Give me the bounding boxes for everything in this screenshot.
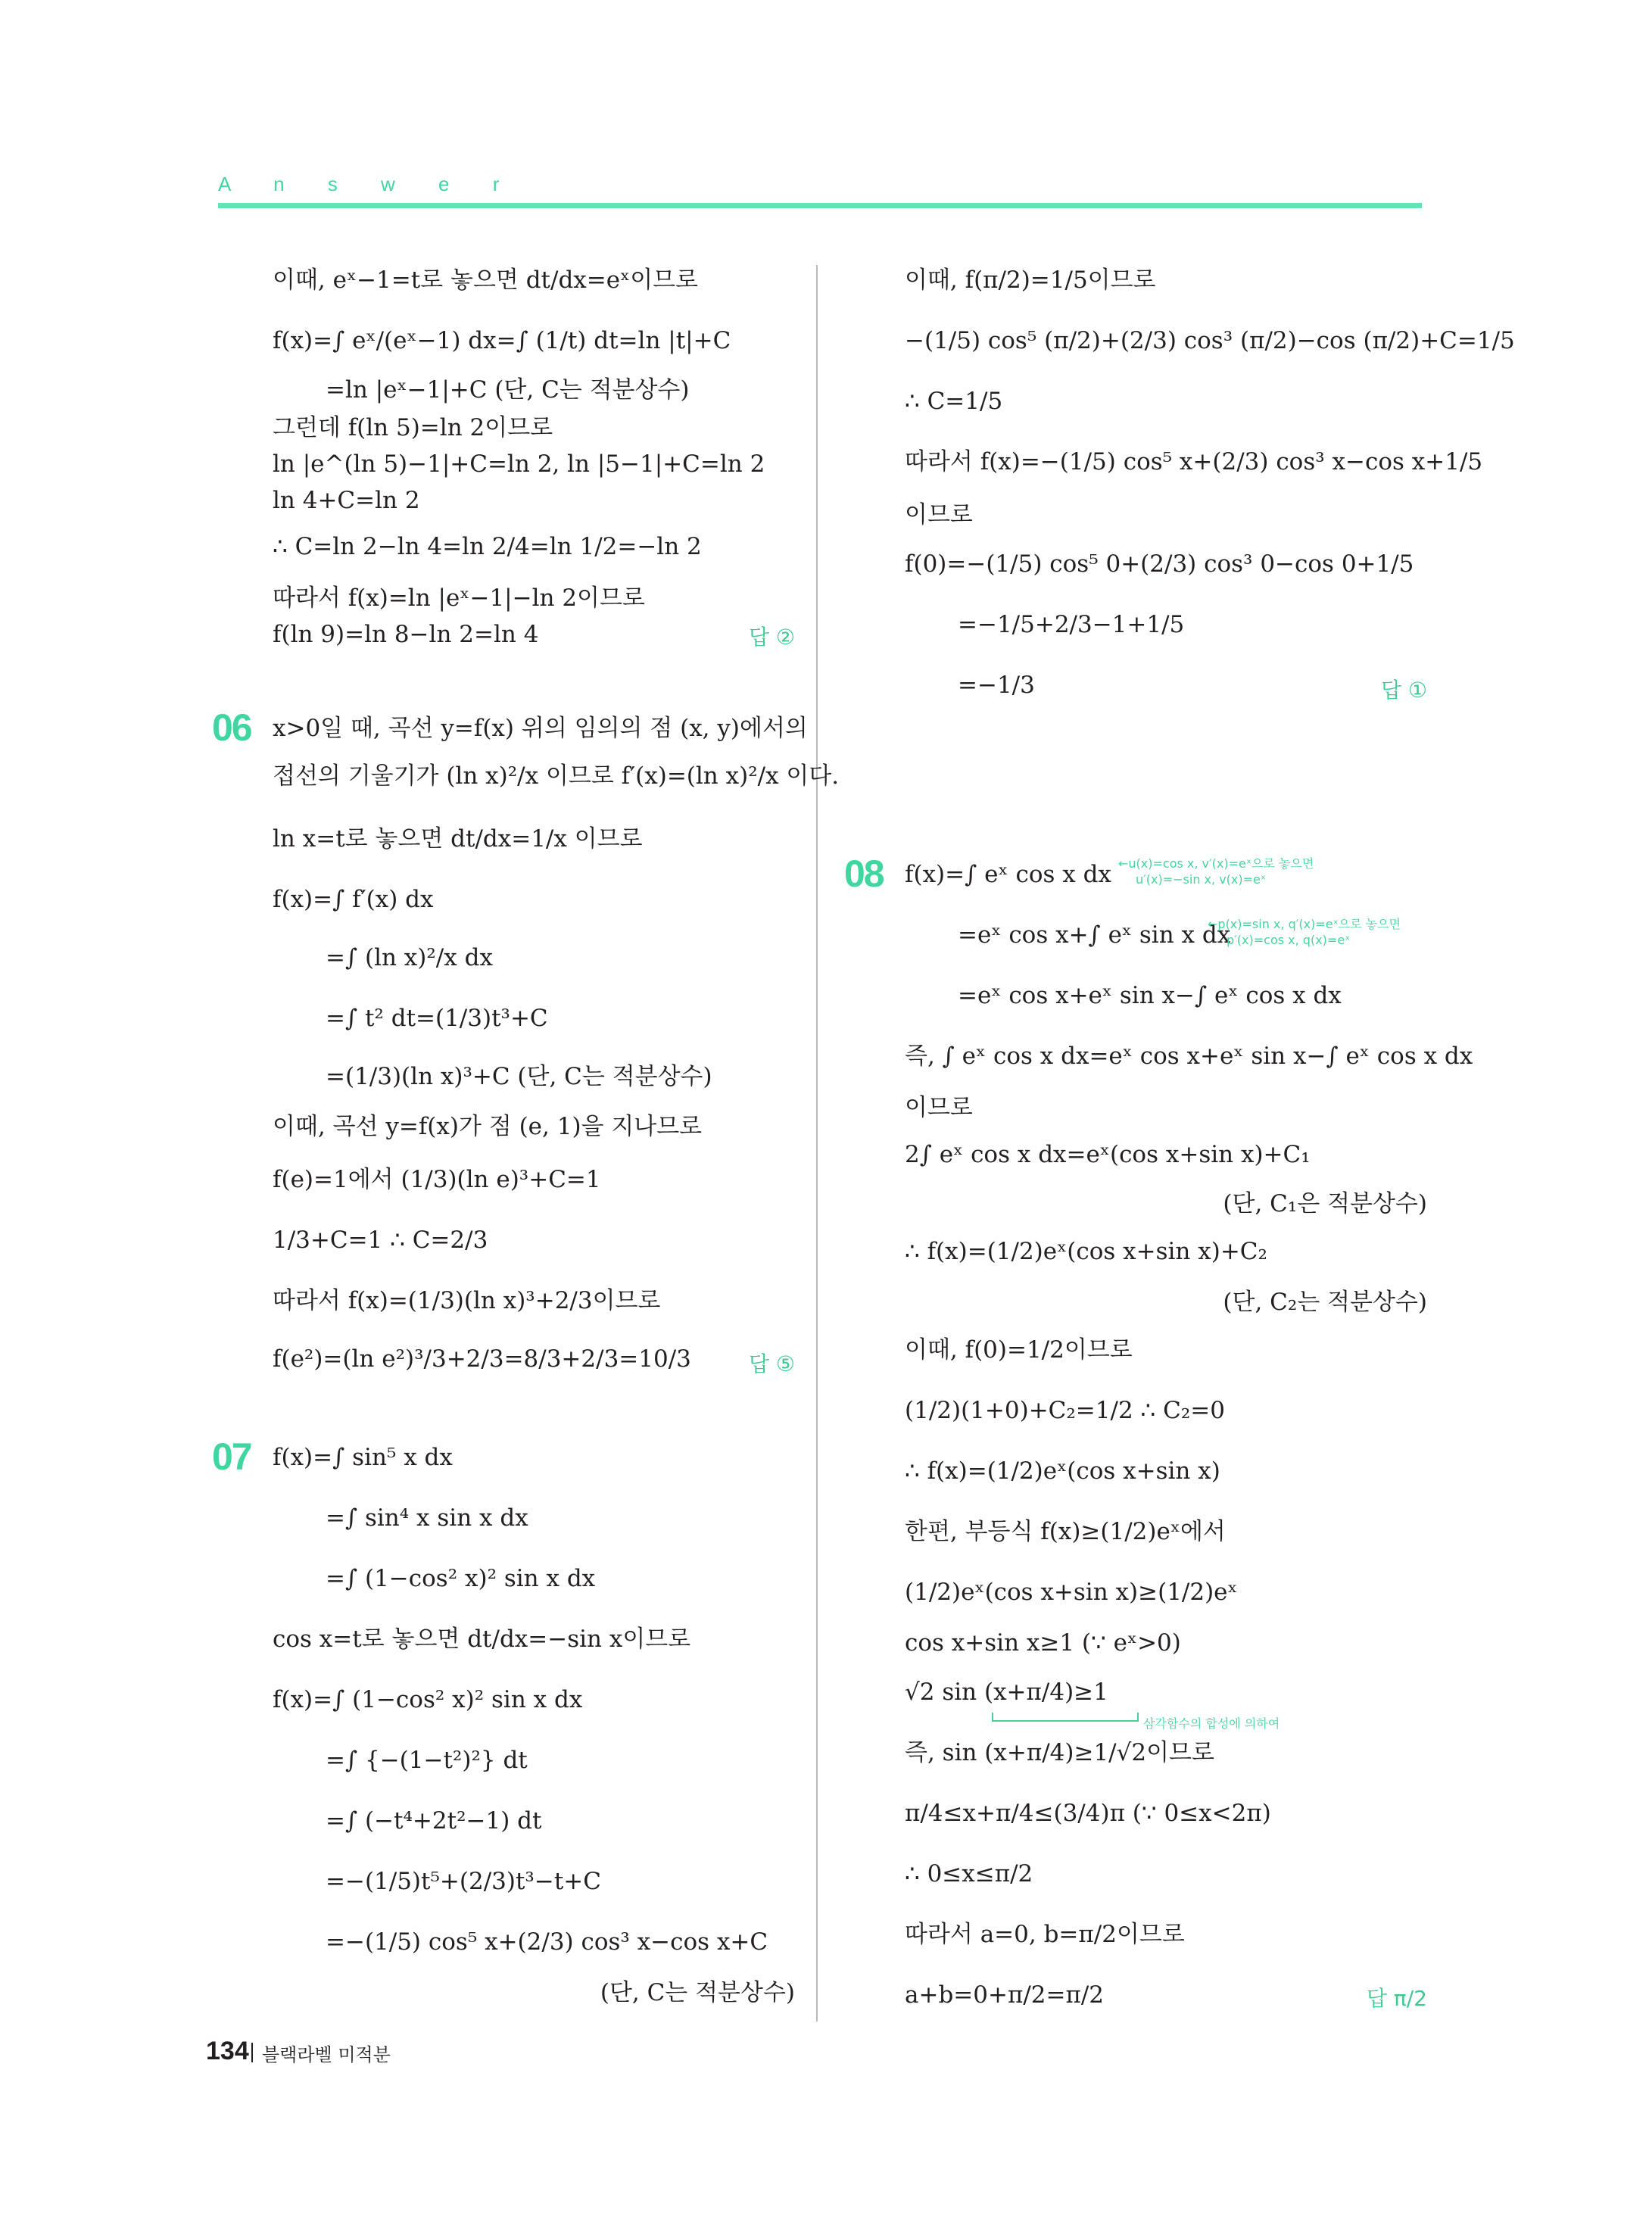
solution-line: =∫ {−(1−t²)²} dt	[326, 1747, 528, 1774]
solution-line: 한편, 부등식 f(x)≥(1/2)eˣ에서	[905, 1518, 1226, 1545]
question-number: 08	[844, 853, 884, 895]
solution-line: =−1/3	[958, 672, 1035, 699]
solution-line: =∫ (−t⁴+2t²−1) dt	[326, 1807, 542, 1834]
solution-line: 즉, sin (x+π/4)≥1/√2이므로	[905, 1739, 1214, 1766]
solution-line: =−(1/5) cos⁵ x+(2/3) cos³ x−cos x+C	[326, 1928, 768, 1956]
side-note: ←p(x)=sin x, q′(x)=eˣ으로 놓으면	[1208, 917, 1401, 931]
solution-line: 접선의 기울기가 (ln x)²/x 이므로 f′(x)=(ln x)²/x 이다.	[273, 762, 840, 790]
solution-line: =∫ t² dt=(1/3)t³+C	[326, 1005, 548, 1032]
solution-line: 따라서 a=0, b=π/2이므로	[905, 1921, 1185, 1948]
solution-line: =eˣ cos x+∫ eˣ sin x dx	[958, 921, 1231, 949]
solution-line: ∴ f(x)=(1/2)eˣ(cos x+sin x)	[905, 1457, 1220, 1485]
solution-line: √2 sin (x+π/4)≥1	[905, 1679, 1108, 1706]
header-rule	[218, 203, 1422, 208]
solution-line: f(x)=∫ eˣ cos x dx	[905, 861, 1111, 888]
solution-line: 따라서 f(x)=(1/3)(ln x)³+2/3이므로	[273, 1287, 661, 1314]
footer-separator	[251, 2043, 253, 2062]
solution-line: =ln |eˣ−1|+C (단, C는 적분상수)	[326, 376, 690, 404]
side-note: ←u(x)=cos x, v′(x)=eˣ으로 놓으면	[1118, 856, 1314, 871]
solution-line: =∫ (ln x)²/x dx	[326, 944, 493, 971]
solution-line: f(x)=∫ sin⁵ x dx	[273, 1444, 453, 1471]
solution-line: 따라서 f(x)=−(1/5) cos⁵ x+(2/3) cos³ x−cos x+1/5	[905, 448, 1483, 475]
solution-line: (단, C₁은 적분상수)	[1223, 1190, 1427, 1217]
solution-line: 따라서 f(x)=ln |eˣ−1|−ln 2이므로	[273, 584, 645, 612]
solution-line: ∴ 0≤x≤π/2	[905, 1860, 1033, 1887]
answer-mark: 답 ⑤	[748, 1351, 795, 1376]
solution-line: =eˣ cos x+eˣ sin x−∫ eˣ cos x dx	[958, 982, 1342, 1009]
solution-line: =−1/5+2/3−1+1/5	[958, 611, 1185, 638]
solution-line: −(1/5) cos⁵ (π/2)+(2/3) cos³ (π/2)−cos (π/2)+C=1/5	[905, 327, 1515, 354]
answer-mark: 답 ①	[1380, 678, 1427, 703]
solution-line: f(x)=∫ (1−cos² x)² sin x dx	[273, 1686, 583, 1713]
side-note: u′(x)=−sin x, v(x)=eˣ	[1136, 872, 1266, 887]
solution-line: ∴ f(x)=(1/2)eˣ(cos x+sin x)+C₂	[905, 1238, 1267, 1265]
solution-line: =(1/3)(ln x)³+C (단, C는 적분상수)	[326, 1063, 712, 1090]
solution-line: cos x=t로 놓으면 dt/dx=−sin x이므로	[273, 1626, 691, 1653]
solution-line: f(ln 9)=ln 8−ln 2=ln 4	[273, 621, 539, 648]
solution-line: =∫ (1−cos² x)² sin x dx	[326, 1565, 596, 1592]
solution-line: 이때, eˣ−1=t로 놓으면 dt/dx=eˣ이므로	[273, 267, 699, 294]
header-label: A n s w e r	[218, 173, 519, 195]
solution-line: f(x)=∫ f′(x) dx	[273, 886, 434, 913]
solution-line: π/4≤x+π/4≤(3/4)π (∵ 0≤x<2π)	[905, 1800, 1271, 1827]
solution-line: 이때, f(π/2)=1/5이므로	[905, 267, 1156, 294]
book-title: 블랙라벨 미적분	[262, 2044, 391, 2065]
answer-mark: 답 π/2	[1366, 1986, 1427, 2011]
solution-line: (단, C₂는 적분상수)	[1223, 1289, 1427, 1316]
solution-line: 이므로	[905, 501, 973, 528]
column-divider	[816, 265, 818, 2021]
solution-line: ∴ C=1/5	[905, 388, 1003, 415]
solution-line: f(e²)=(ln e²)³/3+2/3=8/3+2/3=10/3	[273, 1345, 691, 1373]
solution-line: f(0)=−(1/5) cos⁵ 0+(2/3) cos³ 0−cos 0+1/5	[905, 550, 1414, 578]
solution-line: ln 4+C=ln 2	[273, 487, 420, 514]
solution-line: 1/3+C=1 ∴ C=2/3	[273, 1227, 488, 1254]
solution-line: 이때, f(0)=1/2이므로	[905, 1336, 1133, 1364]
solution-line: (1/2)eˣ(cos x+sin x)≥(1/2)eˣ	[905, 1579, 1238, 1606]
solution-line: ln x=t로 놓으면 dt/dx=1/x 이므로	[273, 825, 643, 853]
side-note: p′(x)=cos x, q(x)=eˣ	[1227, 933, 1351, 947]
note-bracket	[992, 1713, 1139, 1722]
solution-line: =∫ sin⁴ x sin x dx	[326, 1504, 528, 1532]
solution-line: 그런데 f(ln 5)=ln 2이므로	[273, 414, 553, 441]
side-note: 삼각함수의 합성에 의하여	[1143, 1716, 1280, 1731]
question-number: 06	[212, 706, 251, 749]
solution-line: f(e)=1에서 (1/3)(ln e)³+C=1	[273, 1166, 601, 1193]
answer-mark: 답 ②	[748, 625, 795, 650]
solution-line: 이때, 곡선 y=f(x)가 점 (e, 1)을 지나므로	[273, 1113, 703, 1140]
solution-line: ln |e^(ln 5)−1|+C=ln 2, ln |5−1|+C=ln 2	[273, 450, 765, 478]
solution-line: x>0일 때, 곡선 y=f(x) 위의 임의의 점 (x, y)에서의	[273, 715, 808, 742]
solution-line: 2∫ eˣ cos x dx=eˣ(cos x+sin x)+C₁	[905, 1141, 1311, 1168]
solution-line: ∴ C=ln 2−ln 4=ln 2/4=ln 1/2=−ln 2	[273, 533, 702, 560]
solution-line: 이므로	[905, 1094, 973, 1121]
solution-line: (1/2)(1+0)+C₂=1/2 ∴ C₂=0	[905, 1397, 1225, 1424]
solution-line: 즉, ∫ eˣ cos x dx=eˣ cos x+eˣ sin x−∫ eˣ cos x dx	[905, 1043, 1473, 1070]
solution-line: cos x+sin x≥1 (∵ eˣ>0)	[905, 1629, 1181, 1657]
solution-line: a+b=0+π/2=π/2	[905, 1981, 1105, 2009]
solution-line: f(x)=∫ eˣ/(eˣ−1) dx=∫ (1/t) dt=ln |t|+C	[273, 327, 731, 354]
solution-line: =−(1/5)t⁵+(2/3)t³−t+C	[326, 1868, 601, 1895]
question-number: 07	[212, 1435, 251, 1478]
page-number: 134	[206, 2037, 249, 2065]
solution-line: (단, C는 적분상수)	[600, 1979, 795, 2006]
